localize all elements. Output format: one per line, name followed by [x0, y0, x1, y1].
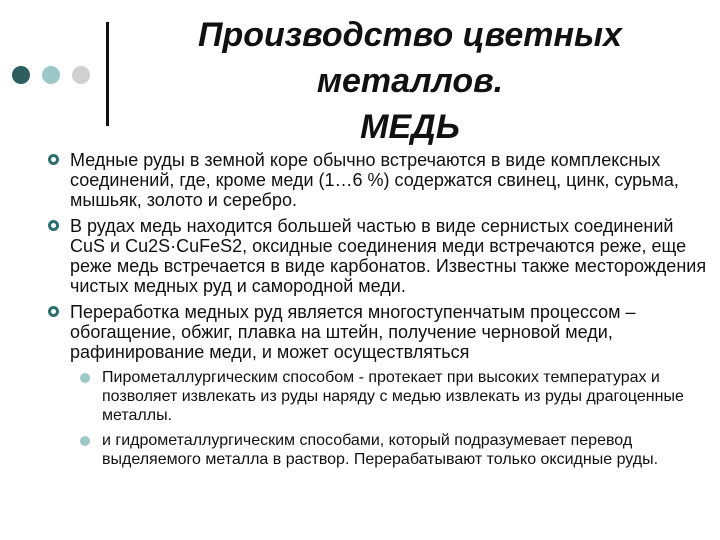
title-line-3: МЕДЬ	[360, 108, 460, 146]
bullet-item	[48, 150, 708, 210]
dot-gray-icon	[72, 66, 90, 84]
sub-bullet-text: Пирометаллургическим способом - протекает при высоких температурах и позволяет извлекать из руды наряду с медью извлекать из руды драгоценные металлы.	[102, 369, 684, 424]
dot-bullet-icon	[80, 436, 90, 446]
title-line-1: Производство цветных	[198, 16, 622, 54]
slide-title	[120, 12, 700, 150]
bullet-text: В рудах медь находится большей частью в виде сернистых соединений CuS и Cu2S·CuFeS2, оксидные соединения меди встречаются реже, еще реже медь встречается в виде карбонатов. Известны также месторождения чистых медных руд и самородной меди.	[70, 216, 707, 296]
bullet-item	[48, 216, 708, 296]
dot-bullet-icon	[80, 373, 90, 383]
ring-bullet-icon	[48, 220, 59, 231]
slide-content	[48, 150, 708, 475]
bullet-text: Медные руды в земной коре обычно встречаются в виде комплексных соединений, где, кроме меди (1…6 %) содержатся свинец, цинк, сурьма, мышьяк, золото и серебро.	[70, 150, 679, 210]
title-line-2: металлов.	[316, 62, 504, 100]
ring-bullet-icon	[48, 154, 59, 165]
ring-bullet-icon	[48, 306, 59, 317]
sub-bullet-text: и гидрометаллургическим способами, который подразумевает перевод выделяемого металла в раствор. Перерабатывают только оксидные руды.	[102, 432, 659, 468]
dot-dark-teal-icon	[12, 66, 30, 84]
bullet-text: Переработка медных руд является многоступенчатым процессом – обогащение, обжиг, плавка на штейн, получение черновой меди, рафинирование меди, и может осуществляться	[70, 302, 636, 362]
dot-light-teal-icon	[42, 66, 60, 84]
sub-bullet-item	[80, 431, 708, 469]
decorative-dots	[12, 66, 92, 84]
sub-bullet-item	[80, 368, 708, 425]
title-divider-line	[106, 22, 109, 126]
bullet-item	[48, 302, 708, 362]
